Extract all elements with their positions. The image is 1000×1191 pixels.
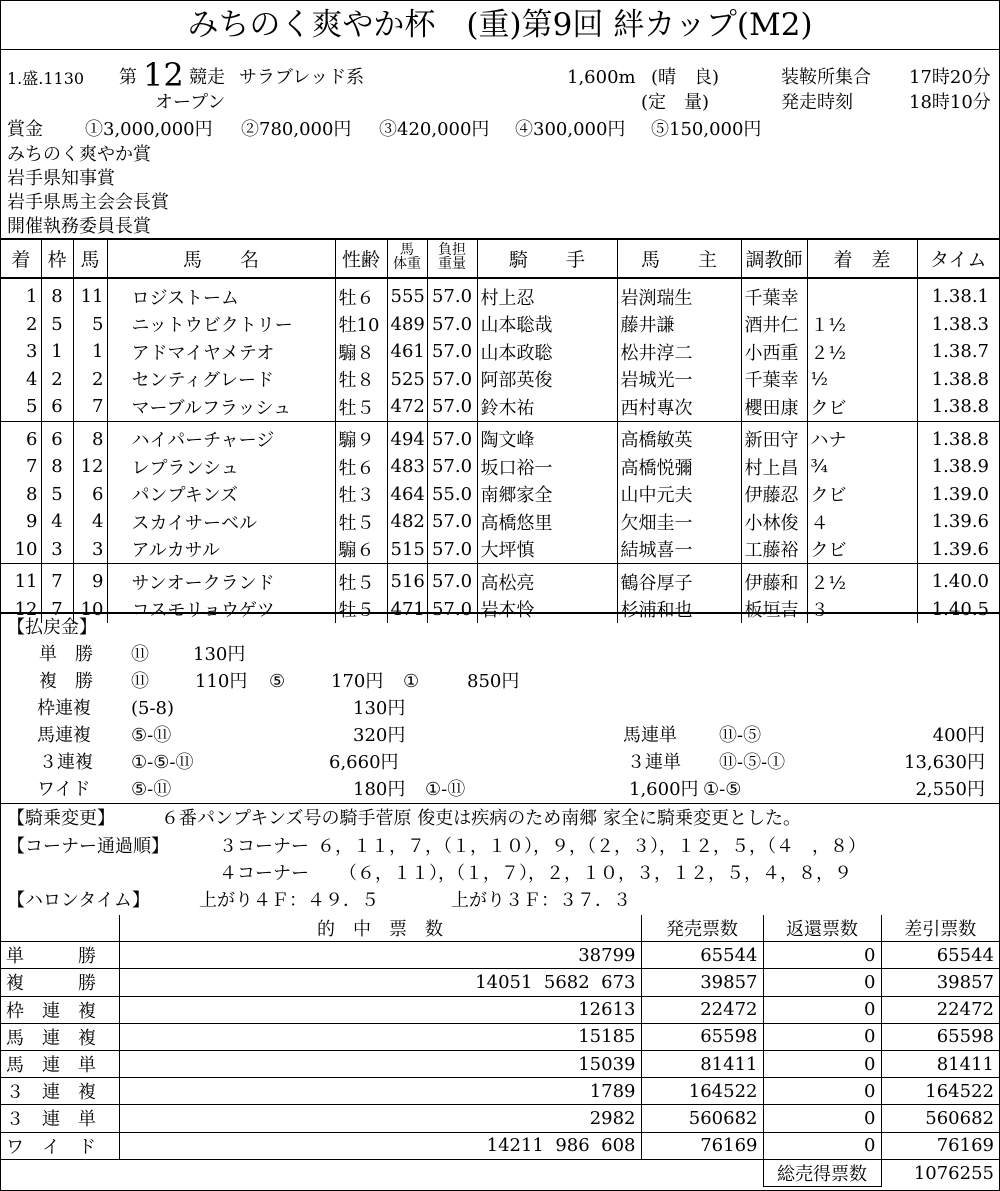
- win-number: ⑪: [131, 644, 149, 665]
- votes-refund: 0: [763, 1023, 881, 1050]
- result-burden: 57.0: [427, 393, 477, 421]
- result-jockey: 南郷家全: [477, 481, 617, 509]
- votes-header-hits: 的 中 票 数: [119, 915, 641, 942]
- result-no: 10: [73, 596, 107, 624]
- result-bracket: 3: [41, 536, 73, 564]
- page-title: みちのく爽やか杯 (重)第9回 絆カップ(M2): [187, 7, 813, 43]
- exacta-label: 馬連単: [623, 725, 677, 746]
- result-time: 1.38.8: [917, 366, 999, 394]
- result-sex-age: 牡５: [335, 564, 387, 596]
- result-burden: 57.0: [427, 338, 477, 366]
- votes-sold: 65544: [641, 942, 763, 969]
- trio-label: ３連複: [39, 752, 93, 773]
- result-no: 12: [73, 453, 107, 481]
- assembly-label: 装鞍所集合: [781, 67, 871, 88]
- result-name: アドマイヤメテオ: [107, 338, 335, 366]
- jockey-change-text: ６番パンプキンズ号の騎手菅原 俊吏は疾病のため南郷 家全に騎乗変更とした。: [161, 808, 801, 829]
- votes-net: 76169: [881, 1132, 999, 1159]
- votes-row: [1, 969, 999, 996]
- result-burden: 57.0: [427, 311, 477, 339]
- result-sex-age: 牡10: [335, 311, 387, 339]
- result-name: ロジストーム: [107, 278, 335, 311]
- result-name: ニットウビクトリー: [107, 311, 335, 339]
- result-sex-age: 牡３: [335, 481, 387, 509]
- result-row: [1, 393, 999, 421]
- votes-type: ワ イ ド: [1, 1132, 119, 1159]
- award-4: 開催執務委員長賞: [7, 216, 151, 237]
- result-burden: 57.0: [427, 453, 477, 481]
- votes-refund: 0: [763, 1132, 881, 1159]
- votes-net: 164522: [881, 1078, 999, 1105]
- result-burden: 57.0: [427, 508, 477, 536]
- header-sex-age: 性齢: [335, 239, 387, 278]
- result-name: サンオークランド: [107, 564, 335, 596]
- result-row: [1, 421, 999, 453]
- result-bracket: 4: [41, 508, 73, 536]
- result-trainer: 板垣吉: [741, 596, 807, 624]
- votes-net: 65544: [881, 942, 999, 969]
- divider: [1, 49, 999, 50]
- votes-sold: 22472: [641, 996, 763, 1023]
- votes-header-type: [1, 915, 119, 942]
- result-trainer: 小林俊: [741, 508, 807, 536]
- votes-table: [1, 915, 999, 1187]
- result-no: 8: [73, 421, 107, 453]
- result-trainer: 新田守: [741, 421, 807, 453]
- result-name: コスモリョウゲツ: [107, 596, 335, 624]
- furlong-last4: 上がり４Ｆ：４９．５: [199, 890, 379, 911]
- result-margin: [807, 278, 917, 311]
- race-prefix: 第: [119, 67, 137, 88]
- result-margin: ハナ: [807, 421, 917, 453]
- result-weight: 525: [387, 366, 427, 394]
- result-owner: 山中元夫: [617, 481, 741, 509]
- result-time: 1.38.8: [917, 421, 999, 453]
- result-owner: 結城喜一: [617, 536, 741, 564]
- result-row: [1, 536, 999, 564]
- result-time: 1.40.0: [917, 564, 999, 596]
- header-horse-name: 馬 名: [107, 239, 335, 278]
- result-weight: 489: [387, 311, 427, 339]
- win-amount: 130円: [193, 644, 246, 665]
- result-time: 1.40.5: [917, 596, 999, 624]
- votes-row: [1, 1078, 999, 1105]
- place-amount-3: 850円: [467, 671, 520, 692]
- votes-header-net: 差引票数: [881, 915, 999, 942]
- votes-sold: 76169: [641, 1132, 763, 1159]
- result-trainer: 小西重: [741, 338, 807, 366]
- votes-type: 複 勝: [1, 969, 119, 996]
- weather-going: (晴 良): [651, 67, 720, 88]
- result-trainer: 櫻田康: [741, 393, 807, 421]
- result-no: 2: [73, 366, 107, 394]
- race-class: オープン: [155, 92, 226, 113]
- votes-type: ３ 連 複: [1, 1078, 119, 1105]
- votes-sold: 39857: [641, 969, 763, 996]
- award-3: 岩手県馬主会会長賞: [7, 192, 169, 213]
- result-burden: 57.0: [427, 596, 477, 624]
- prize-1: ①3,000,000円: [85, 119, 213, 140]
- result-rank: 3: [1, 338, 41, 366]
- result-no: 7: [73, 393, 107, 421]
- result-jockey: 陶文峰: [477, 421, 617, 453]
- prize-3: ③420,000円: [379, 119, 490, 140]
- votes-hits: 1789: [119, 1078, 641, 1105]
- votes-net: 560682: [881, 1105, 999, 1132]
- result-no: 11: [73, 278, 107, 311]
- result-margin: クビ: [807, 481, 917, 509]
- result-sex-age: 牡５: [335, 393, 387, 421]
- votes-hits: 15185: [119, 1023, 641, 1050]
- exacta-amount: 400円: [932, 725, 985, 746]
- result-weight: 555: [387, 278, 427, 311]
- result-time: 1.38.9: [917, 453, 999, 481]
- votes-type: 馬 連 単: [1, 1050, 119, 1077]
- trifecta-number: ⑪-⑤-①: [719, 752, 786, 773]
- result-sex-age: 騸６: [335, 536, 387, 564]
- total-value: 1076255: [881, 1159, 999, 1186]
- wide-number-2: ①-⑪: [425, 779, 466, 800]
- votes-type: 馬 連 複: [1, 1023, 119, 1050]
- result-jockey: 山本政聡: [477, 338, 617, 366]
- prize-5: ⑤150,000円: [651, 119, 762, 140]
- result-no: 5: [73, 311, 107, 339]
- result-no: 9: [73, 564, 107, 596]
- post-label: 発走時刻: [781, 92, 853, 113]
- result-bracket: 6: [41, 421, 73, 453]
- result-owner: 西村專次: [617, 393, 741, 421]
- result-burden: 57.0: [427, 421, 477, 453]
- result-bracket: 7: [41, 596, 73, 624]
- result-weight: 472: [387, 393, 427, 421]
- result-name: レプランシュ: [107, 453, 335, 481]
- result-owner: 岩渕瑞生: [617, 278, 741, 311]
- result-bracket: 2: [41, 366, 73, 394]
- result-name: スカイサーベル: [107, 508, 335, 536]
- furlong-last3: 上がり３Ｆ：３７．３: [451, 890, 631, 911]
- result-jockey: 大坪慎: [477, 536, 617, 564]
- result-no: 6: [73, 481, 107, 509]
- total-label: 総売得票数: [763, 1159, 881, 1186]
- result-weight: 482: [387, 508, 427, 536]
- result-margin: １½: [807, 311, 917, 339]
- result-row: [1, 311, 999, 339]
- bracket-quinella-amount: 130円: [353, 698, 406, 719]
- result-name: パンプキンズ: [107, 481, 335, 509]
- bracket-quinella-label: 枠連複: [37, 698, 91, 719]
- corner-4-order: （６，１１），（１，７），２，１０，３，１２，５，４，８，９: [339, 863, 852, 884]
- result-jockey: 坂口裕一: [477, 453, 617, 481]
- result-rank: 6: [1, 421, 41, 453]
- quinella-amount: 320円: [353, 725, 406, 746]
- result-bracket: 1: [41, 338, 73, 366]
- result-burden: 55.0: [427, 481, 477, 509]
- wide-amount-2: 1,600円: [629, 779, 699, 800]
- votes-header-refund: 返還票数: [763, 915, 881, 942]
- votes-refund: 0: [763, 1105, 881, 1132]
- header-horse-no: 馬: [73, 239, 107, 278]
- result-sex-age: 騸８: [335, 338, 387, 366]
- result-burden: 57.0: [427, 278, 477, 311]
- weight-condition: (定 量): [641, 92, 710, 113]
- result-jockey: 村上忍: [477, 278, 617, 311]
- result-row: [1, 508, 999, 536]
- result-sex-age: 牡６: [335, 453, 387, 481]
- result-burden: 57.0: [427, 564, 477, 596]
- result-owner: 岩城光一: [617, 366, 741, 394]
- result-time: 1.39.0: [917, 481, 999, 509]
- result-name: アルカサル: [107, 536, 335, 564]
- result-row: [1, 481, 999, 509]
- result-rank: 11: [1, 564, 41, 596]
- place-label: 複 勝: [39, 671, 93, 692]
- votes-type: 枠 連 複: [1, 996, 119, 1023]
- votes-sold: 560682: [641, 1105, 763, 1132]
- votes-refund: 0: [763, 1050, 881, 1077]
- header-weight: 馬 体重: [387, 239, 427, 278]
- result-trainer: 工藤裕: [741, 536, 807, 564]
- votes-sold: 65598: [641, 1023, 763, 1050]
- wide-amount-1: 180円: [353, 779, 406, 800]
- result-margin: ２½: [807, 564, 917, 596]
- result-rank: 12: [1, 596, 41, 624]
- wide-number-3: ①-⑤: [703, 779, 742, 800]
- result-trainer: 千葉幸: [741, 366, 807, 394]
- result-bracket: 7: [41, 564, 73, 596]
- votes-type: ３ 連 単: [1, 1105, 119, 1132]
- wide-number-1: ⑤-⑪: [131, 779, 172, 800]
- result-name: センティグレード: [107, 366, 335, 394]
- votes-refund: 0: [763, 969, 881, 996]
- votes-row: [1, 1132, 999, 1159]
- votes-type: 単 勝: [1, 942, 119, 969]
- result-jockey: 鈴木祐: [477, 393, 617, 421]
- votes-hits: 38799: [119, 942, 641, 969]
- result-rank: 9: [1, 508, 41, 536]
- assembly-time: 17時20分: [909, 67, 991, 88]
- exacta-number: ⑪-⑤: [719, 725, 762, 746]
- result-bracket: 8: [41, 278, 73, 311]
- trio-number: ①-⑤-⑪: [131, 752, 194, 773]
- result-owner: 高橋敏英: [617, 421, 741, 453]
- votes-row: [1, 996, 999, 1023]
- votes-hits: 15039: [119, 1050, 641, 1077]
- result-bracket: 8: [41, 453, 73, 481]
- result-jockey: 岩本怜: [477, 596, 617, 624]
- votes-net: 81411: [881, 1050, 999, 1077]
- trifecta-amount: 13,630円: [904, 752, 985, 773]
- corner-3-order: ６，１１，７，（１，１０），９，（２，３），１２，５，（４ ，８）: [317, 836, 866, 857]
- result-jockey: 高松亮: [477, 564, 617, 596]
- prize-4: ④300,000円: [515, 119, 626, 140]
- result-time: 1.38.8: [917, 393, 999, 421]
- bracket-quinella-number: (5-8): [131, 698, 175, 719]
- place-number-3: ①: [403, 671, 420, 692]
- result-bracket: 5: [41, 311, 73, 339]
- result-time: 1.38.1: [917, 278, 999, 311]
- result-weight: 461: [387, 338, 427, 366]
- place-amount-1: 110円: [195, 671, 248, 692]
- result-margin: クビ: [807, 393, 917, 421]
- result-rank: 7: [1, 453, 41, 481]
- result-rank: 10: [1, 536, 41, 564]
- votes-row: [1, 1105, 999, 1132]
- votes-sold: 164522: [641, 1078, 763, 1105]
- venue-code: 1.盛.1130: [7, 69, 85, 88]
- header-owner: 馬 主: [617, 239, 741, 278]
- breed: サラブレッド系: [239, 67, 365, 88]
- votes-sold: 81411: [641, 1050, 763, 1077]
- race-number: 12: [143, 56, 184, 94]
- header-trainer: 調教師: [741, 239, 807, 278]
- result-row: [1, 338, 999, 366]
- result-margin: クビ: [807, 536, 917, 564]
- place-amount-2: 170円: [331, 671, 384, 692]
- jockey-change-label: 【騎乗変更】: [7, 808, 115, 829]
- result-weight: 516: [387, 564, 427, 596]
- trio-amount: 6,660円: [329, 752, 399, 773]
- payout-heading: 【払戻金】: [7, 617, 97, 638]
- result-jockey: 高橋悠里: [477, 508, 617, 536]
- award-1: みちのく爽やか賞: [7, 144, 151, 165]
- result-margin: ½: [807, 366, 917, 394]
- result-no: 1: [73, 338, 107, 366]
- result-name: マーブルフラッシュ: [107, 393, 335, 421]
- result-name: ハイパーチャージ: [107, 421, 335, 453]
- header-bracket: 枠: [41, 239, 73, 278]
- result-bracket: 6: [41, 393, 73, 421]
- result-time: 1.39.6: [917, 536, 999, 564]
- result-trainer: 千葉幸: [741, 278, 807, 311]
- win-label: 単 勝: [39, 644, 93, 665]
- quinella-label: 馬連複: [37, 725, 91, 746]
- result-sex-age: 牡５: [335, 596, 387, 624]
- result-rank: 4: [1, 366, 41, 394]
- votes-header-sold: 発売票数: [641, 915, 763, 942]
- result-burden: 57.0: [427, 536, 477, 564]
- result-owner: 藤井謙: [617, 311, 741, 339]
- result-bracket: 5: [41, 481, 73, 509]
- results-header-row: [1, 239, 999, 278]
- result-row: [1, 596, 999, 624]
- result-trainer: 村上昌: [741, 453, 807, 481]
- result-row: [1, 278, 999, 311]
- result-margin: ３: [807, 596, 917, 624]
- result-no: 4: [73, 508, 107, 536]
- result-margin: ¾: [807, 453, 917, 481]
- votes-refund: 0: [763, 942, 881, 969]
- votes-hits: 14211 986 608: [119, 1132, 641, 1159]
- header-rank: 着: [1, 239, 41, 278]
- result-weight: 483: [387, 453, 427, 481]
- result-row: [1, 453, 999, 481]
- votes-net: 22472: [881, 996, 999, 1023]
- votes-refund: 0: [763, 996, 881, 1023]
- race-suffix: 競走: [189, 67, 225, 88]
- result-burden: 57.0: [427, 366, 477, 394]
- post-time: 18時10分: [909, 92, 991, 113]
- result-row: [1, 564, 999, 596]
- result-owner: 欠畑圭一: [617, 508, 741, 536]
- result-owner: 高橋悦彌: [617, 453, 741, 481]
- result-jockey: 山本聡哉: [477, 311, 617, 339]
- quinella-number: ⑤-⑪: [131, 725, 172, 746]
- prize-2: ②780,000円: [241, 119, 352, 140]
- result-rank: 2: [1, 311, 41, 339]
- votes-header-row: [1, 915, 999, 942]
- votes-hits: 2982: [119, 1105, 641, 1132]
- result-no: 3: [73, 536, 107, 564]
- award-2: 岩手県知事賞: [7, 168, 115, 189]
- result-margin: ２½: [807, 338, 917, 366]
- divider: [1, 612, 999, 614]
- result-trainer: 酒井仁: [741, 311, 807, 339]
- result-weight: 515: [387, 536, 427, 564]
- prize-label: 賞金: [7, 119, 43, 140]
- place-number-2: ⑤: [269, 671, 286, 692]
- result-sex-age: 牡８: [335, 366, 387, 394]
- votes-refund: 0: [763, 1078, 881, 1105]
- corner-4-label: ４コーナー: [219, 863, 309, 884]
- total-row: [1, 1159, 999, 1186]
- votes-net: 39857: [881, 969, 999, 996]
- wide-label: ワイド: [37, 779, 91, 800]
- result-rank: 1: [1, 278, 41, 311]
- votes-row: [1, 1050, 999, 1077]
- votes-net: 65598: [881, 1023, 999, 1050]
- trifecta-label: ３連単: [627, 752, 681, 773]
- result-time: 1.38.3: [917, 311, 999, 339]
- results-table: [1, 239, 999, 623]
- corner-label: 【コーナー通過順】: [7, 836, 169, 857]
- votes-row: [1, 942, 999, 969]
- result-jockey: 阿部英俊: [477, 366, 617, 394]
- result-owner: 鶴谷厚子: [617, 564, 741, 596]
- header-time: タイム: [917, 239, 999, 278]
- votes-hits: 12613: [119, 996, 641, 1023]
- result-weight: 464: [387, 481, 427, 509]
- result-sex-age: 牡６: [335, 278, 387, 311]
- result-rank: 8: [1, 481, 41, 509]
- furlong-label: 【ハロンタイム】: [7, 890, 150, 911]
- result-time: 1.38.7: [917, 338, 999, 366]
- header-burden: 負担 重量: [427, 239, 477, 278]
- result-trainer: 伊藤和: [741, 564, 807, 596]
- result-margin: ４: [807, 508, 917, 536]
- place-number-1: ⑪: [131, 671, 149, 692]
- result-rank: 5: [1, 393, 41, 421]
- votes-row: [1, 1023, 999, 1050]
- header-jockey: 騎 手: [477, 239, 617, 278]
- result-owner: 杉浦和也: [617, 596, 741, 624]
- result-trainer: 伊藤忍: [741, 481, 807, 509]
- distance: 1,600m: [567, 67, 636, 88]
- result-owner: 松井淳二: [617, 338, 741, 366]
- result-row: [1, 366, 999, 394]
- votes-hits: 14051 5682 673: [119, 969, 641, 996]
- result-weight: 471: [387, 596, 427, 624]
- result-sex-age: 騸９: [335, 421, 387, 453]
- header-margin: 着 差: [807, 239, 917, 278]
- result-sex-age: 牡５: [335, 508, 387, 536]
- result-weight: 494: [387, 421, 427, 453]
- corner-3-label: ３コーナー: [219, 836, 309, 857]
- wide-amount-3: 2,550円: [915, 779, 985, 800]
- result-time: 1.39.6: [917, 508, 999, 536]
- divider: [1, 803, 999, 804]
